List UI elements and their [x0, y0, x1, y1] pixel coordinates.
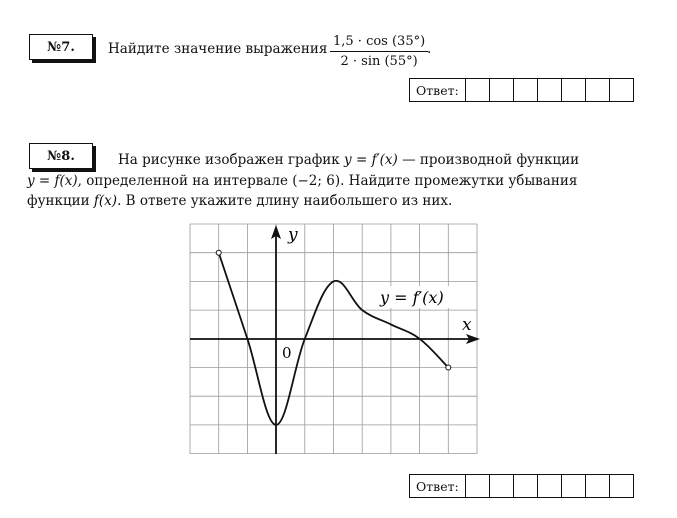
- task7-text: Найдите значение выражения: [108, 41, 328, 57]
- task8-line3-math: f(x): [93, 193, 118, 209]
- answer-cell[interactable]: [466, 475, 490, 497]
- origin-label: 0: [282, 344, 292, 362]
- task8-line1-a: На рисунке изображен график: [118, 152, 345, 168]
- task7-denominator: 2 · sin (55°): [340, 54, 418, 69]
- answer-cell[interactable]: [586, 475, 610, 497]
- graph-axes: [190, 225, 480, 454]
- task8-line2-a: , определенной на интервале (−2; 6). Найдите промежутки убывания: [77, 173, 578, 189]
- open-endpoint: [216, 250, 221, 255]
- answer-cell[interactable]: [514, 475, 538, 497]
- task7-numerator: 1,5 · cos (35°): [330, 34, 428, 52]
- x-axis-label: x: [462, 315, 472, 335]
- y-axis-label: y: [288, 225, 298, 245]
- task7-answer-label: Ответ:: [410, 79, 466, 101]
- task7-period: .: [427, 41, 432, 57]
- answer-cell[interactable]: [610, 475, 633, 497]
- task8-line3-b: . В ответе укажите длину наибольшего из них.: [117, 193, 453, 209]
- task8-answer-box[interactable]: [409, 474, 634, 498]
- answer-cell[interactable]: [538, 475, 562, 497]
- task8-number: №8.: [47, 148, 75, 164]
- task8-line2-math: y = f(x): [27, 173, 78, 189]
- answer-cell[interactable]: [490, 475, 514, 497]
- task7-number: №7.: [47, 39, 75, 55]
- curve-label: y = f′(x): [380, 288, 444, 307]
- open-endpoint: [446, 365, 451, 370]
- task8-line1-b: — производной функции: [397, 152, 580, 168]
- task8-line1-math: y = f′(x): [344, 152, 398, 168]
- task8-answer-label: Ответ:: [410, 475, 466, 497]
- answer-cell[interactable]: [562, 475, 586, 497]
- task8-line3-a: функции: [27, 193, 94, 209]
